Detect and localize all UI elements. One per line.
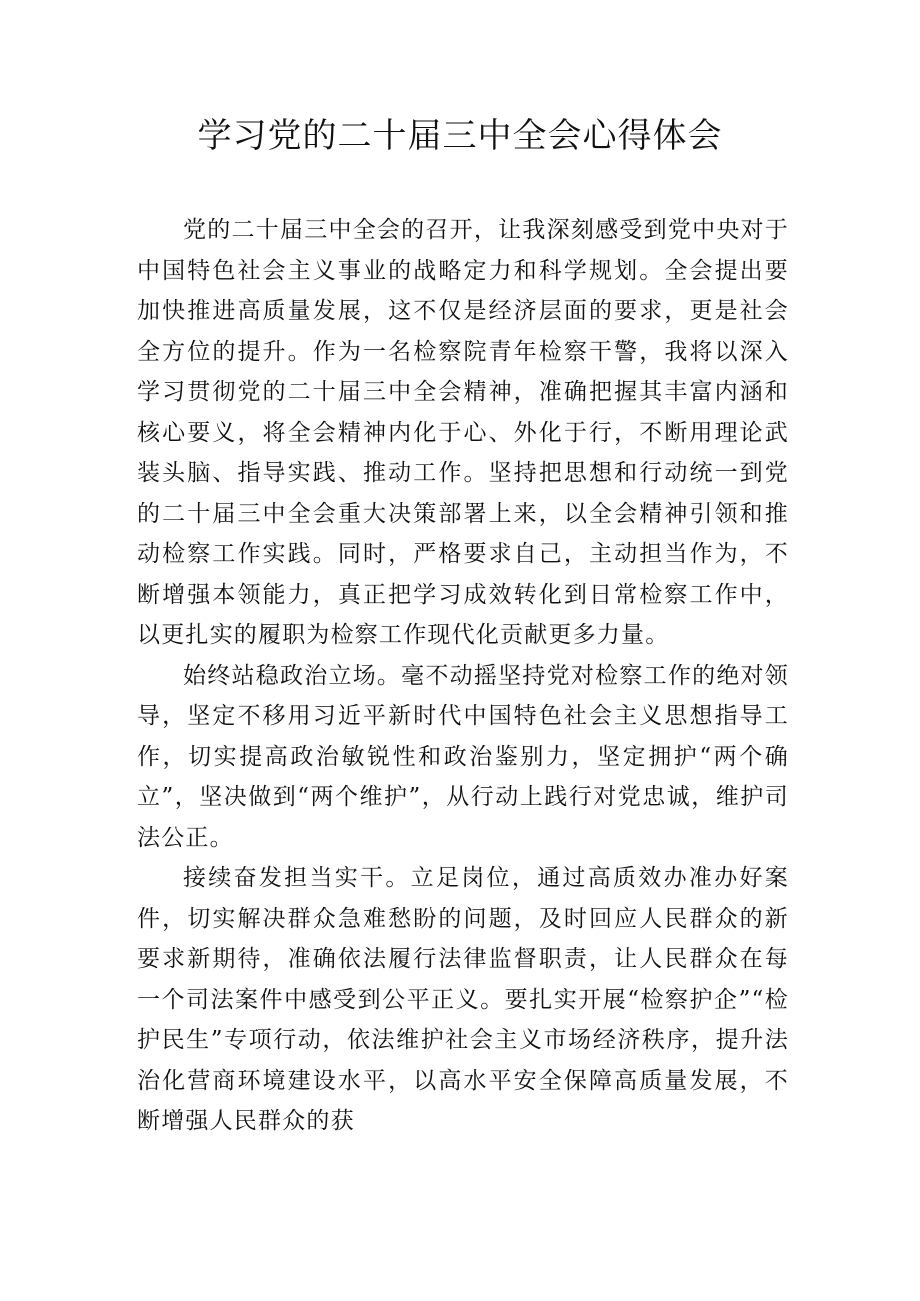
paragraph-2: 始终站稳政治立场。毫不动摇坚持党对检察工作的绝对领导，坚定不移用习近平新时代中国特色社会主义思想指导工作，切实提高政治敏锐性和政治鉴别力，坚定拥护“两个确立”，坚决做到“两个维护”，从行动上践行对党忠诚，维护司法公正。 xyxy=(137,662,789,851)
paragraph-1: 党的二十届三中全会的召开，让我深刻感受到党中央对于中国特色社会主义事业的战略定力和科学规划。全会提出要加快推进高质量发展，这不仅是经济层面的要求，更是社会全方位的提升。作为一名检察院青年检察干警，我将以深入学习贯彻党的二十届三中全会精神，准确把握其丰富内涵和核心要义，将全会精神内化于心、外化于行，不断用理论武装头脑、指导实践、推动工作。坚持把思想和行动统一到党的二十届三中全会重大决策部署上来，以全会精神引领和推动检察工作实践。同时，严格要求自己，主动担当作为，不断增强本领能力，真正把学习成效转化到日常检察工作中，以更扎实的履职为检察工作现代化贡献更多力量。 xyxy=(137,217,789,648)
paragraph-3: 接续奋发担当实干。立足岗位，通过高质效办准办好案件，切实解决群众急难愁盼的问题，及时回应人民群众的新要求新期待，准确依法履行法律监督职责，让人民群众在每一个司法案件中感受到公平正义。要扎实开展“检察护企”“检护民生”专项行动，依法维护社会主义市场经济秩序，提升法治化营商环境建设水平，以高水平安全保障高质量发展，不断增强人民群众的获 xyxy=(137,865,789,1134)
document-body xyxy=(137,210,789,1142)
document-title: 学习党的二十届三中全会心得体会 xyxy=(197,116,723,156)
